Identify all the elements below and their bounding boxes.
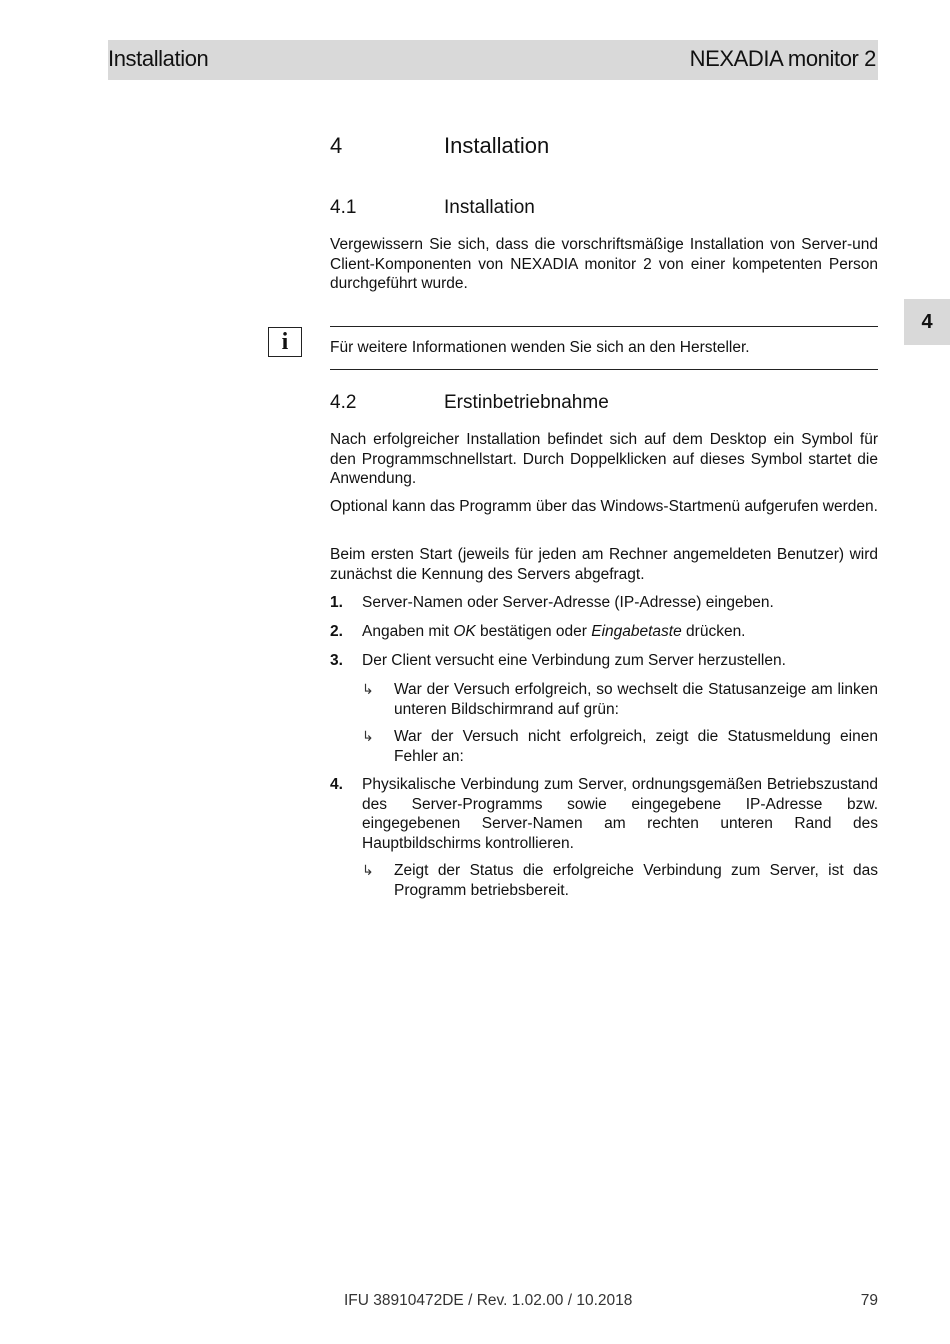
- subsection-number: 4.1: [330, 197, 357, 218]
- step-text: Server-Namen oder Server-Adresse (IP-Adresse) eingeben.: [362, 594, 774, 611]
- paragraph-2: [330, 497, 878, 517]
- header-product-name: NEXADIA monitor 2: [689, 46, 876, 71]
- chapter-tab: 4: [904, 299, 950, 345]
- step-number: 1.: [330, 594, 343, 611]
- subsection-title: Installation: [444, 197, 535, 218]
- step-text: Angaben mit OK bestätigen oder Eingabetaste drücken.: [362, 623, 746, 640]
- step-number: 4.: [330, 776, 343, 793]
- paragraph-3: [330, 545, 878, 584]
- paragraph-1: [330, 430, 878, 489]
- subsection-heading-4-1: [330, 197, 535, 219]
- info-icon: i: [268, 327, 302, 357]
- result-text: War der Versuch nicht erfolgreich, zeigt die Statusmeldung einen Fehler an:: [394, 728, 878, 765]
- result-arrow-icon: ↳: [362, 862, 374, 878]
- enter-key-label: Eingabetaste: [591, 623, 682, 640]
- section-number: 4: [330, 133, 343, 158]
- page-header: [108, 40, 878, 80]
- document-reference: IFU 38910472DE / Rev. 1.02.00 / 10.2018: [344, 1292, 633, 1309]
- paragraph-text: Optional kann das Programm über das Windows-Startmenü aufgerufen werden.: [330, 498, 878, 515]
- step-text: Der Client versucht eine Verbindung zum Server herzustellen.: [362, 652, 786, 669]
- note-box: [330, 326, 878, 370]
- header-chapter-title: Installation: [108, 46, 209, 71]
- section-heading: [330, 133, 549, 159]
- ok-label: OK: [453, 623, 476, 640]
- paragraph-text: Beim ersten Start (jeweils für jeden am Rechner angemeldeten Benutzer) wird zunächst die Kennung des Servers abgefragt.: [330, 546, 878, 583]
- step-number: 2.: [330, 623, 343, 640]
- page-number: 79: [860, 1292, 878, 1309]
- subsection-number: 4.2: [330, 392, 357, 413]
- installation-paragraph: [330, 235, 878, 294]
- result-text: Zeigt der Status die erfolgreiche Verbindung zum Server, ist das Programm betriebsbereit.: [394, 862, 878, 899]
- paragraph-text: Vergewissern Sie sich, dass die vorschriftsmäßige Installation von Server-und Client-Komponenten von NEXADIA monitor 2 von einer kompetenten Person durchgeführt wurde.: [330, 236, 878, 292]
- step-number: 3.: [330, 652, 343, 669]
- result-arrow-icon: ↳: [362, 681, 374, 697]
- step-text: Physikalische Verbindung zum Server, ordnungsgemäßen Betriebszustand des Server-Programms sowie eingegebene IP-Adresse bzw. eingegebenen Server-Namen am rechten unteren Rand des Hauptbildschirms kontrollieren.: [362, 776, 878, 852]
- subsection-title: Erstinbetriebnahme: [444, 392, 609, 413]
- result-arrow-icon: ↳: [362, 728, 374, 744]
- result-text: War der Versuch erfolgreich, so wechselt die Statusanzeige am linken unteren Bildschirmrand auf grün:: [394, 681, 878, 718]
- subsection-heading-4-2: [330, 392, 609, 414]
- section-title: Installation: [444, 133, 550, 158]
- note-text: Für weitere Informationen wenden Sie sich an den Hersteller.: [330, 339, 750, 356]
- paragraph-text: Nach erfolgreicher Installation befindet sich auf dem Desktop ein Symbol für den Programmschnellstart. Durch Doppelklicken auf dieses Symbol startet die Anwendung.: [330, 431, 878, 487]
